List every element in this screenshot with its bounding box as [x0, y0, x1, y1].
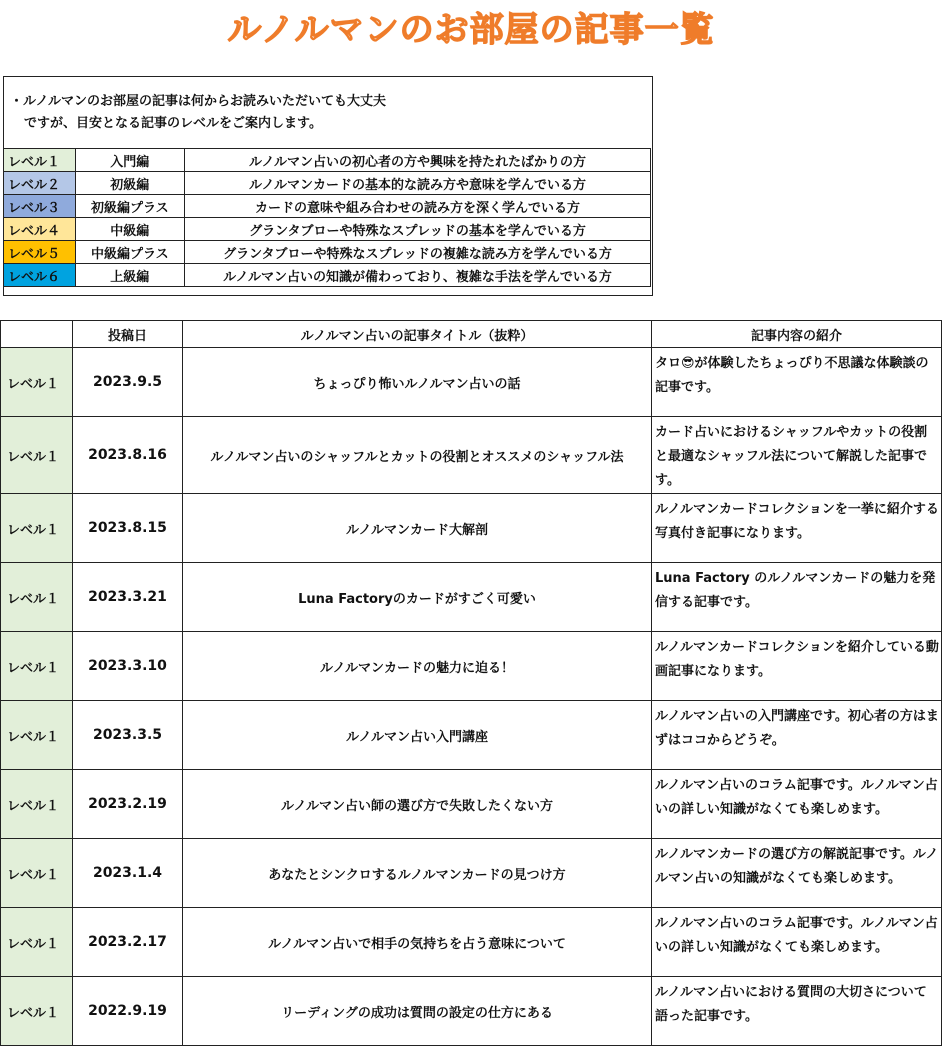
level-badge: レベル４	[4, 218, 76, 241]
article-date: 2023.3.21	[73, 563, 183, 632]
article-date: 2023.2.17	[73, 908, 183, 977]
header-description: 記事内容の紹介	[652, 321, 942, 348]
article-row	[1, 701, 942, 770]
article-title-link[interactable]: リーディングの成功は質問の設定の仕方にある	[183, 977, 652, 1046]
article-row	[1, 563, 942, 632]
article-level: レベル１	[1, 348, 73, 417]
header-level	[1, 321, 73, 348]
article-title-link[interactable]: Luna Factoryのカードがすごく可愛い	[183, 563, 652, 632]
level-table	[3, 148, 651, 287]
header-date: 投稿日	[73, 321, 183, 348]
level-name: 中級編	[75, 218, 184, 241]
level-row	[4, 218, 651, 241]
level-description: ルノルマン占いの知識が備わっており、複雑な手法を学んでいる方	[184, 264, 650, 287]
article-description: カード占いにおけるシャッフルやカットの役割と最適なシャッフル法について解説した記事です。	[652, 417, 942, 494]
level-badge: レベル５	[4, 241, 76, 264]
article-row	[1, 348, 942, 417]
article-date: 2023.3.10	[73, 632, 183, 701]
article-description: ルノルマン占いのコラム記事です。ルノルマン占いの詳しい知識がなくても楽しめます。	[652, 770, 942, 839]
level-row	[4, 172, 651, 195]
article-date: 2023.2.19	[73, 770, 183, 839]
article-level: レベル１	[1, 977, 73, 1046]
article-row	[1, 417, 942, 494]
intro-text	[10, 91, 386, 135]
article-level: レベル１	[1, 839, 73, 908]
article-level: レベル１	[1, 770, 73, 839]
article-title-link[interactable]: あなたとシンクロするルノルマンカードの見つけ方	[183, 839, 652, 908]
article-title-link[interactable]: ルノルマン占い師の選び方で失敗したくない方	[183, 770, 652, 839]
article-description: Luna Factory のルノルマンカードの魅力を発信する記事です。	[652, 563, 942, 632]
article-date: 2022.9.19	[73, 977, 183, 1046]
level-description: ルノルマン占いの初心者の方や興味を持たれたばかりの方	[184, 149, 650, 172]
article-level: レベル１	[1, 632, 73, 701]
level-name: 入門編	[75, 149, 184, 172]
article-title-link[interactable]: ちょっぴり怖いルノルマン占いの話	[183, 348, 652, 417]
level-badge: レベル３	[4, 195, 76, 218]
level-description: グランタブローや特殊なスプレッドの複雑な読み方を学んでいる方	[184, 241, 650, 264]
level-name: 初級編	[75, 172, 184, 195]
article-description: ルノルマンカードコレクションを紹介している動画記事になります。	[652, 632, 942, 701]
article-row	[1, 770, 942, 839]
article-level: レベル１	[1, 701, 73, 770]
article-date: 2023.8.16	[73, 417, 183, 494]
level-badge: レベル６	[4, 264, 76, 287]
article-level: レベル１	[1, 417, 73, 494]
article-level: レベル１	[1, 494, 73, 563]
level-row	[4, 149, 651, 172]
article-row	[1, 632, 942, 701]
article-row	[1, 977, 942, 1046]
article-level: レベル１	[1, 908, 73, 977]
article-date: 2023.8.15	[73, 494, 183, 563]
level-name: 中級編プラス	[75, 241, 184, 264]
article-description: ルノルマン占いの入門講座です。初心者の方はまずはココからどうぞ。	[652, 701, 942, 770]
level-name: 上級編	[75, 264, 184, 287]
article-description: ルノルマン占いにおける質問の大切さについて語った記事です。	[652, 977, 942, 1046]
article-title-link[interactable]: ルノルマン占い入門講座	[183, 701, 652, 770]
page-title: ルノルマンのお部屋の記事一覧	[227, 10, 715, 50]
article-title-link[interactable]: ルノルマン占いで相手の気持ちを占う意味について	[183, 908, 652, 977]
article-title-link[interactable]: ルノルマンカードの魅力に迫る！	[183, 632, 652, 701]
article-row	[1, 494, 942, 563]
level-badge: レベル２	[4, 172, 76, 195]
level-description: カードの意味や組み合わせの読み方を深く学んでいる方	[184, 195, 650, 218]
article-description: ルノルマンカードコレクションを一挙に紹介する写真付き記事になります。	[652, 494, 942, 563]
article-date: 2023.9.5	[73, 348, 183, 417]
level-row	[4, 241, 651, 264]
article-description: ルノルマン占いのコラム記事です。ルノルマン占いの詳しい知識がなくても楽しめます。	[652, 908, 942, 977]
article-title-link[interactable]: ルノルマンカード大解剖	[183, 494, 652, 563]
article-row	[1, 839, 942, 908]
level-name: 初級編プラス	[75, 195, 184, 218]
intro-line-1: ・ルノルマンのお部屋の記事は何からお読みいただいても大丈夫	[10, 94, 386, 109]
level-description: ルノルマンカードの基本的な読み方や意味を学んでいる方	[184, 172, 650, 195]
header-title: ルノルマン占いの記事タイトル（抜粋）	[183, 321, 652, 348]
article-description: タロ😎が体験したちょっぴり不思議な体験談の記事です。	[652, 348, 942, 417]
level-description: グランタブローや特殊なスプレッドの基本を学んでいる方	[184, 218, 650, 241]
level-badge: レベル１	[4, 149, 76, 172]
articles-table	[0, 320, 942, 1046]
level-row	[4, 264, 651, 287]
intro-line-2: ですが、目安となる記事のレベルをご案内します。	[24, 116, 322, 131]
articles-header-row	[1, 321, 942, 348]
level-row	[4, 195, 651, 218]
level-guide-box	[3, 76, 653, 296]
article-row	[1, 908, 942, 977]
article-description: ルノルマンカードの選び方の解説記事です。ルノルマン占いの知識がなくても楽しめます。	[652, 839, 942, 908]
article-date: 2023.1.4	[73, 839, 183, 908]
article-title-link[interactable]: ルノルマン占いのシャッフルとカットの役割とオススメのシャッフル法	[183, 417, 652, 494]
article-date: 2023.3.5	[73, 701, 183, 770]
article-level: レベル１	[1, 563, 73, 632]
